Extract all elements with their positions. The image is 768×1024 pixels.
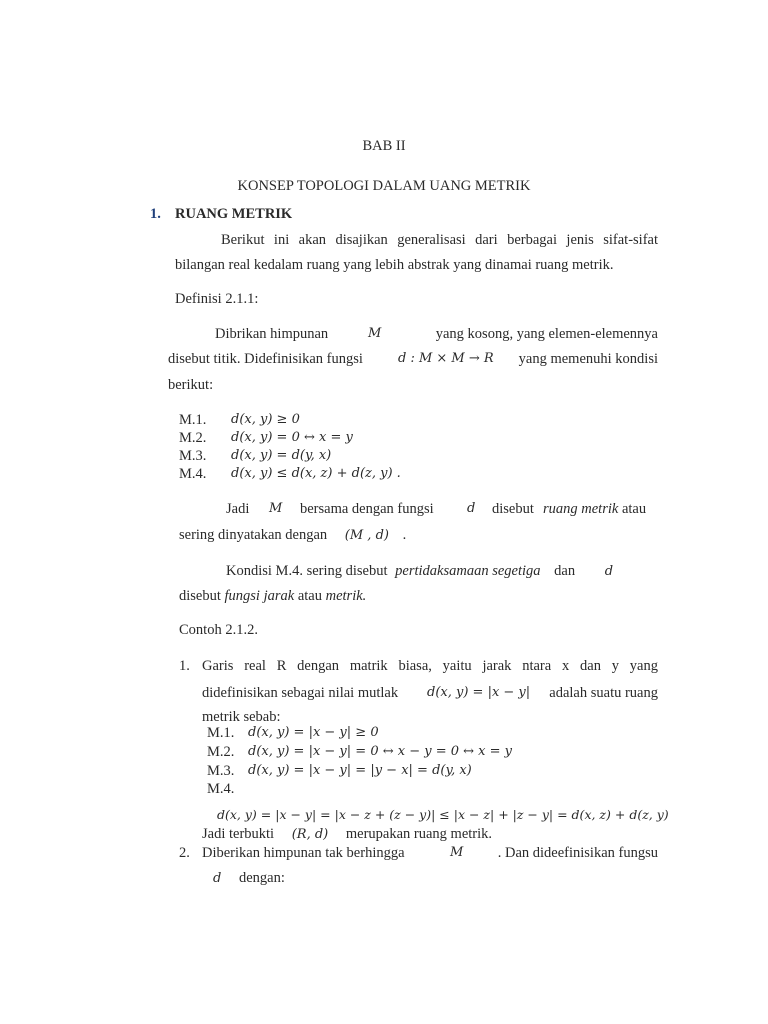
example-item-2-line-1: Diberikan himpunan tak berhingga M . Dan dideefinisikan fungsu <box>202 845 658 861</box>
example-item-1-line-3: metrik sebab: <box>202 709 281 725</box>
example-item-1-line-2: didefinisikan sebagai nilai mutlak d(x, y) = |x − y| adalah suatu ruang <box>202 685 658 701</box>
math-function-def: d : M × M → R <box>398 351 494 366</box>
jadi-line-2: sering dinyatakan dengan (M , d) . <box>179 527 407 543</box>
proof-m4-formula: d(x, y) = |x − y| = |x − z + (z − y)| ≤ |x − z| + |z − y| = d(x, z) + d(z, y) <box>217 807 669 822</box>
condition-m4-label: M.4. <box>179 466 207 482</box>
definition-label: Definisi 2.1.1: <box>175 291 259 307</box>
example-item-1-conclusion: Jadi terbukti (R, d) merupakan ruang metrik. <box>202 826 493 842</box>
example-item-1-line-1: Garis real R dengan matrik biasa, yaitu jarak ntara x dan y yang <box>202 658 658 674</box>
condition-m4-formula: d(x, y) ≤ d(x, z) + d(z, y) . <box>231 466 401 481</box>
proof-m3-formula: d(x, y) = |x − y| = |y − x| = d(y, x) <box>248 763 472 778</box>
condition-m3-formula: d(x, y) = d(y, x) <box>231 448 332 463</box>
condition-m3-label: M.3. <box>179 448 207 464</box>
proof-m1-label: M.1. <box>207 725 235 741</box>
example-label: Contoh 2.1.2. <box>179 622 258 638</box>
proof-m4-label: M.4. <box>207 781 235 797</box>
chapter-title: KONSEP TOPOLOGI DALAM UANG METRIK <box>237 178 531 194</box>
example-item-2-number: 2. <box>179 845 190 861</box>
proof-m1-formula: d(x, y) = |x − y| ≥ 0 <box>248 725 379 740</box>
math-set-m: M <box>368 326 382 341</box>
kondisi-line-2: disebut fungsi jarak atau metrik. <box>179 588 367 604</box>
definition-line-3: berikut: <box>168 377 214 393</box>
kondisi-line-1: Kondisi M.4. sering disebut pertidaksamaan segetiga dan d <box>226 563 614 579</box>
section-title: RUANG METRIK <box>175 206 293 222</box>
condition-m1-label: M.1. <box>179 412 207 428</box>
proof-m2-formula: d(x, y) = |x − y| = 0 ↔ x − y = 0 ↔ x = y <box>248 744 512 759</box>
condition-m2-formula: d(x, y) = 0 ↔ x = y <box>231 430 353 445</box>
condition-m1-formula: d(x, y) ≥ 0 <box>231 412 300 427</box>
proof-m3-label: M.3. <box>207 763 235 779</box>
intro-line-1: Berikut ini akan disajikan generalisasi dari berbagai jenis sifat-sifat <box>221 232 658 248</box>
chapter-heading: BAB II <box>362 138 406 154</box>
intro-line-2: bilangan real kedalam ruang yang lebih abstrak yang dinamai ruang metrik. <box>175 257 614 273</box>
jadi-line-1: Jadi M bersama dengan fungsi d disebut ruang metrik atau <box>226 501 647 517</box>
example-item-1-number: 1. <box>179 658 190 674</box>
condition-m2-label: M.2. <box>179 430 207 446</box>
definition-line-1: Dibrikan himpunan M yang kosong, yang elemen-elemennya <box>215 326 658 342</box>
section-number: 1. <box>150 206 161 222</box>
proof-m2-label: M.2. <box>207 744 235 760</box>
definition-line-2: disebut titik. Didefinisikan fungsi d : M × M → R yang memenuhi kondisi <box>168 351 658 367</box>
example-item-2-line-2: d dengan: <box>213 870 285 886</box>
